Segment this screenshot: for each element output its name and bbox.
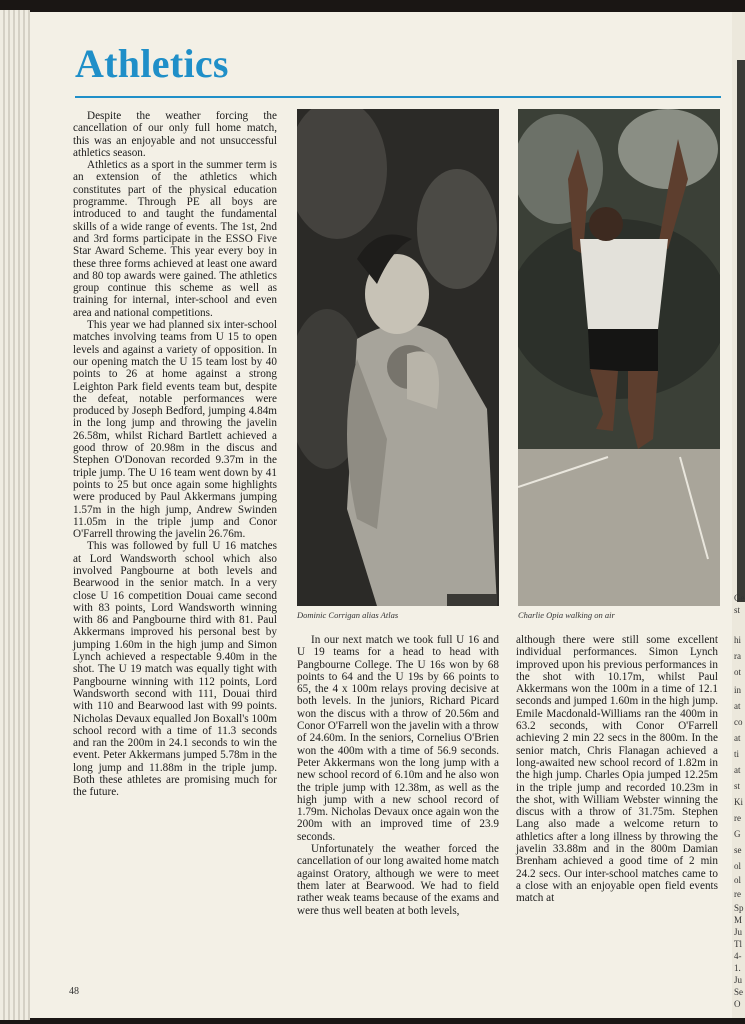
paragraph: Athletics as a sport in the summer term is an extension of the athletics which constitutes part of the physical education programme. Through PE all boys are introduced to and taught the fundamental skills of a wide range of events. The 1st, 2nd and 3rd forms participate in the ESSO Five Star Award Scheme. This year every boy in these three forms achieved at least one award and 80 top awards were gained. The athletics group continue this scheme as well as training for internal, inter-school and even area and national competitions. xyxy=(73,159,277,319)
cutoff-text: ol xyxy=(734,861,742,871)
photo-caption: Dominic Corrigan alias Atlas xyxy=(297,610,399,620)
cutoff-text: 1. xyxy=(734,963,741,973)
paragraph: This year we had planned six inter-school matches involving teams from U 15 to open levels and against a variety of opposition. In our opening match the U 15 team lost by 40 points to 26 at home against a strong Leighton Park field events team but, despite the defeat, notable performances were produced by Joseph Bedford, jumping 4.84m in the long jump and throwing the javelin 26.58m, whilst Richard Bartlett achieved a good throw of 20.98m in the discus and Stephen O'Donovan recorded 9.37m in the triple jump. The U 16 team went down by 41 points to 25 but once again some highlights were produced by Paul Akkermans jumping 1.57m in the high jump, Andrew Swinden 11.05m in the triple jump and Conor O'Farrell throwing the javelin 26.76m. xyxy=(73,319,277,541)
paragraph: Despite the weather forcing the cancellation of our only full home match, this was an enjoyable and not unsuccessful athletics season. xyxy=(73,110,277,159)
cutoff-text: st xyxy=(734,605,741,615)
shot-putter-illustration xyxy=(297,109,499,606)
photo-shot-putter xyxy=(297,109,499,606)
cutoff-text: st xyxy=(734,781,741,791)
page-number: 48 xyxy=(69,986,79,997)
cutoff-text: at xyxy=(734,701,741,711)
cutoff-text: G xyxy=(734,829,741,839)
cutoff-text: re xyxy=(734,889,741,899)
long-jumper-illustration xyxy=(518,109,720,606)
magazine-page xyxy=(30,12,732,1018)
paragraph: Unfortunately the weather forced the cancellation of our long awaited home match against Oratory, although we were to meet them later at Bearwood. We had to field rather weak teams because of the exams and were thus well beaten at both levels, xyxy=(297,843,499,917)
cutoff-text: M xyxy=(734,915,743,925)
cutoff-text: Tl xyxy=(734,939,742,949)
facing-page-edge xyxy=(732,12,745,1018)
paragraph: although there were still some excellent individual performances. Simon Lynch improved upon his previous performances in the shot with 10.17m, whilst Paul Akkermans won the 100m in a time of 12.1 seconds and jumped 1.60m in the high jump. Emile Macdonald-Williams ran the 400m in 63.2 seconds, with Conor O'Farrell achieving 2 min 22 secs in the 800m. In the senior match, Chris Flanagan achieved a long-awaited new school record of 1.82m in the high jump. Charles Opia jumped 12.25m in the triple jump and recorded 10.23m in the shot, with William Webster winning the discus with a throw of 31.75m. Stephen Lang also made a welcome return to athletics after a long illness by throwing the javelin 33.88m and in the 800m Damian Brenham achieved a good time of 2 min 24.2 secs. Our inter-school matches came to a close with an enjoyable open field events match at xyxy=(516,634,718,905)
cutoff-text: at xyxy=(734,765,741,775)
cutoff-text: ra xyxy=(734,651,741,661)
cutoff-text: 4- xyxy=(734,951,742,961)
article-column-1 xyxy=(73,110,277,799)
cutoff-text: at xyxy=(734,733,741,743)
article-column-3 xyxy=(516,634,718,905)
paragraph: This was followed by full U 16 matches at Lord Wandsworth school which also involved Pangbourne at both levels and Bearwood in the senior match. In a very close U 16 competition Douai came second with 83 points, Lord Wandsworth winning with 86 and Pangbourne third with 81. Paul Akkermans improved his personal best by jumping 1.60m in the high jump and Simon Lynch achieved a respectable 9.40m in the shot. The U 19 match was equally tight with Pangbourne winning with 112 points, Lord Wandsworth second with 111, Douai third with 110 and Bearwood last with 99 points. Nicholas Devaux equalled Jon Boxall's 100m school record with a time of 11.3 seconds and ran the 200m in 24.1 seconds to win the event. Peter Akkermans jumped 5.78m in the long jump and 11.88m in the triple jump. Both these athletes are promising much for the future. xyxy=(73,540,277,799)
photo-long-jumper xyxy=(518,109,720,606)
paragraph: In our next match we took full U 16 and U 19 teams for a head to head with Pangbourne College. The U 16s won by 68 points to 64 and the U 19s by 66 points to 65, the 4 x 100m relays proving decisive at both levels. In the juniors, Richard Picard won the discus with a throw of 20.56m and Conor O'Farrell won the javelin with a throw of 24.60m. In the seniors, Cornelius O'Brien won the 400m with a time of 56.9 seconds. Peter Akkermans won the long jump with a new school record of 6.10m and he also won the triple jump with 12.38m, as well as the high jump with a new school record of 1.79m. Nicholas Devaux once again won the 200m with an improved time of 23.9 seconds. xyxy=(297,634,499,843)
cutoff-text: se xyxy=(734,845,742,855)
title-rule xyxy=(75,96,721,98)
cutoff-text: co xyxy=(734,717,743,727)
cutoff-text: Ki xyxy=(734,797,743,807)
cutoff-text: ot xyxy=(734,667,742,677)
cutoff-text: Ju xyxy=(734,927,743,937)
cutoff-text: in xyxy=(734,685,742,695)
cutoff-text: ol xyxy=(734,875,742,885)
article-column-2 xyxy=(297,634,499,917)
cutoff-text: Sp xyxy=(734,903,744,913)
facing-page-photo-sliver xyxy=(737,60,745,602)
cutoff-text: Ge xyxy=(734,593,745,603)
photo-caption: Charlie Opia walking on air xyxy=(518,610,615,620)
cutoff-text: ti xyxy=(734,749,740,759)
cutoff-text: O xyxy=(734,999,741,1009)
cutoff-text: hi xyxy=(734,635,742,645)
cutoff-text: Se xyxy=(734,987,743,997)
page-title: Athletics xyxy=(75,41,229,86)
cutoff-text: re xyxy=(734,813,741,823)
page-edge-stack xyxy=(0,10,30,1020)
cutoff-text: Ju xyxy=(734,975,743,985)
